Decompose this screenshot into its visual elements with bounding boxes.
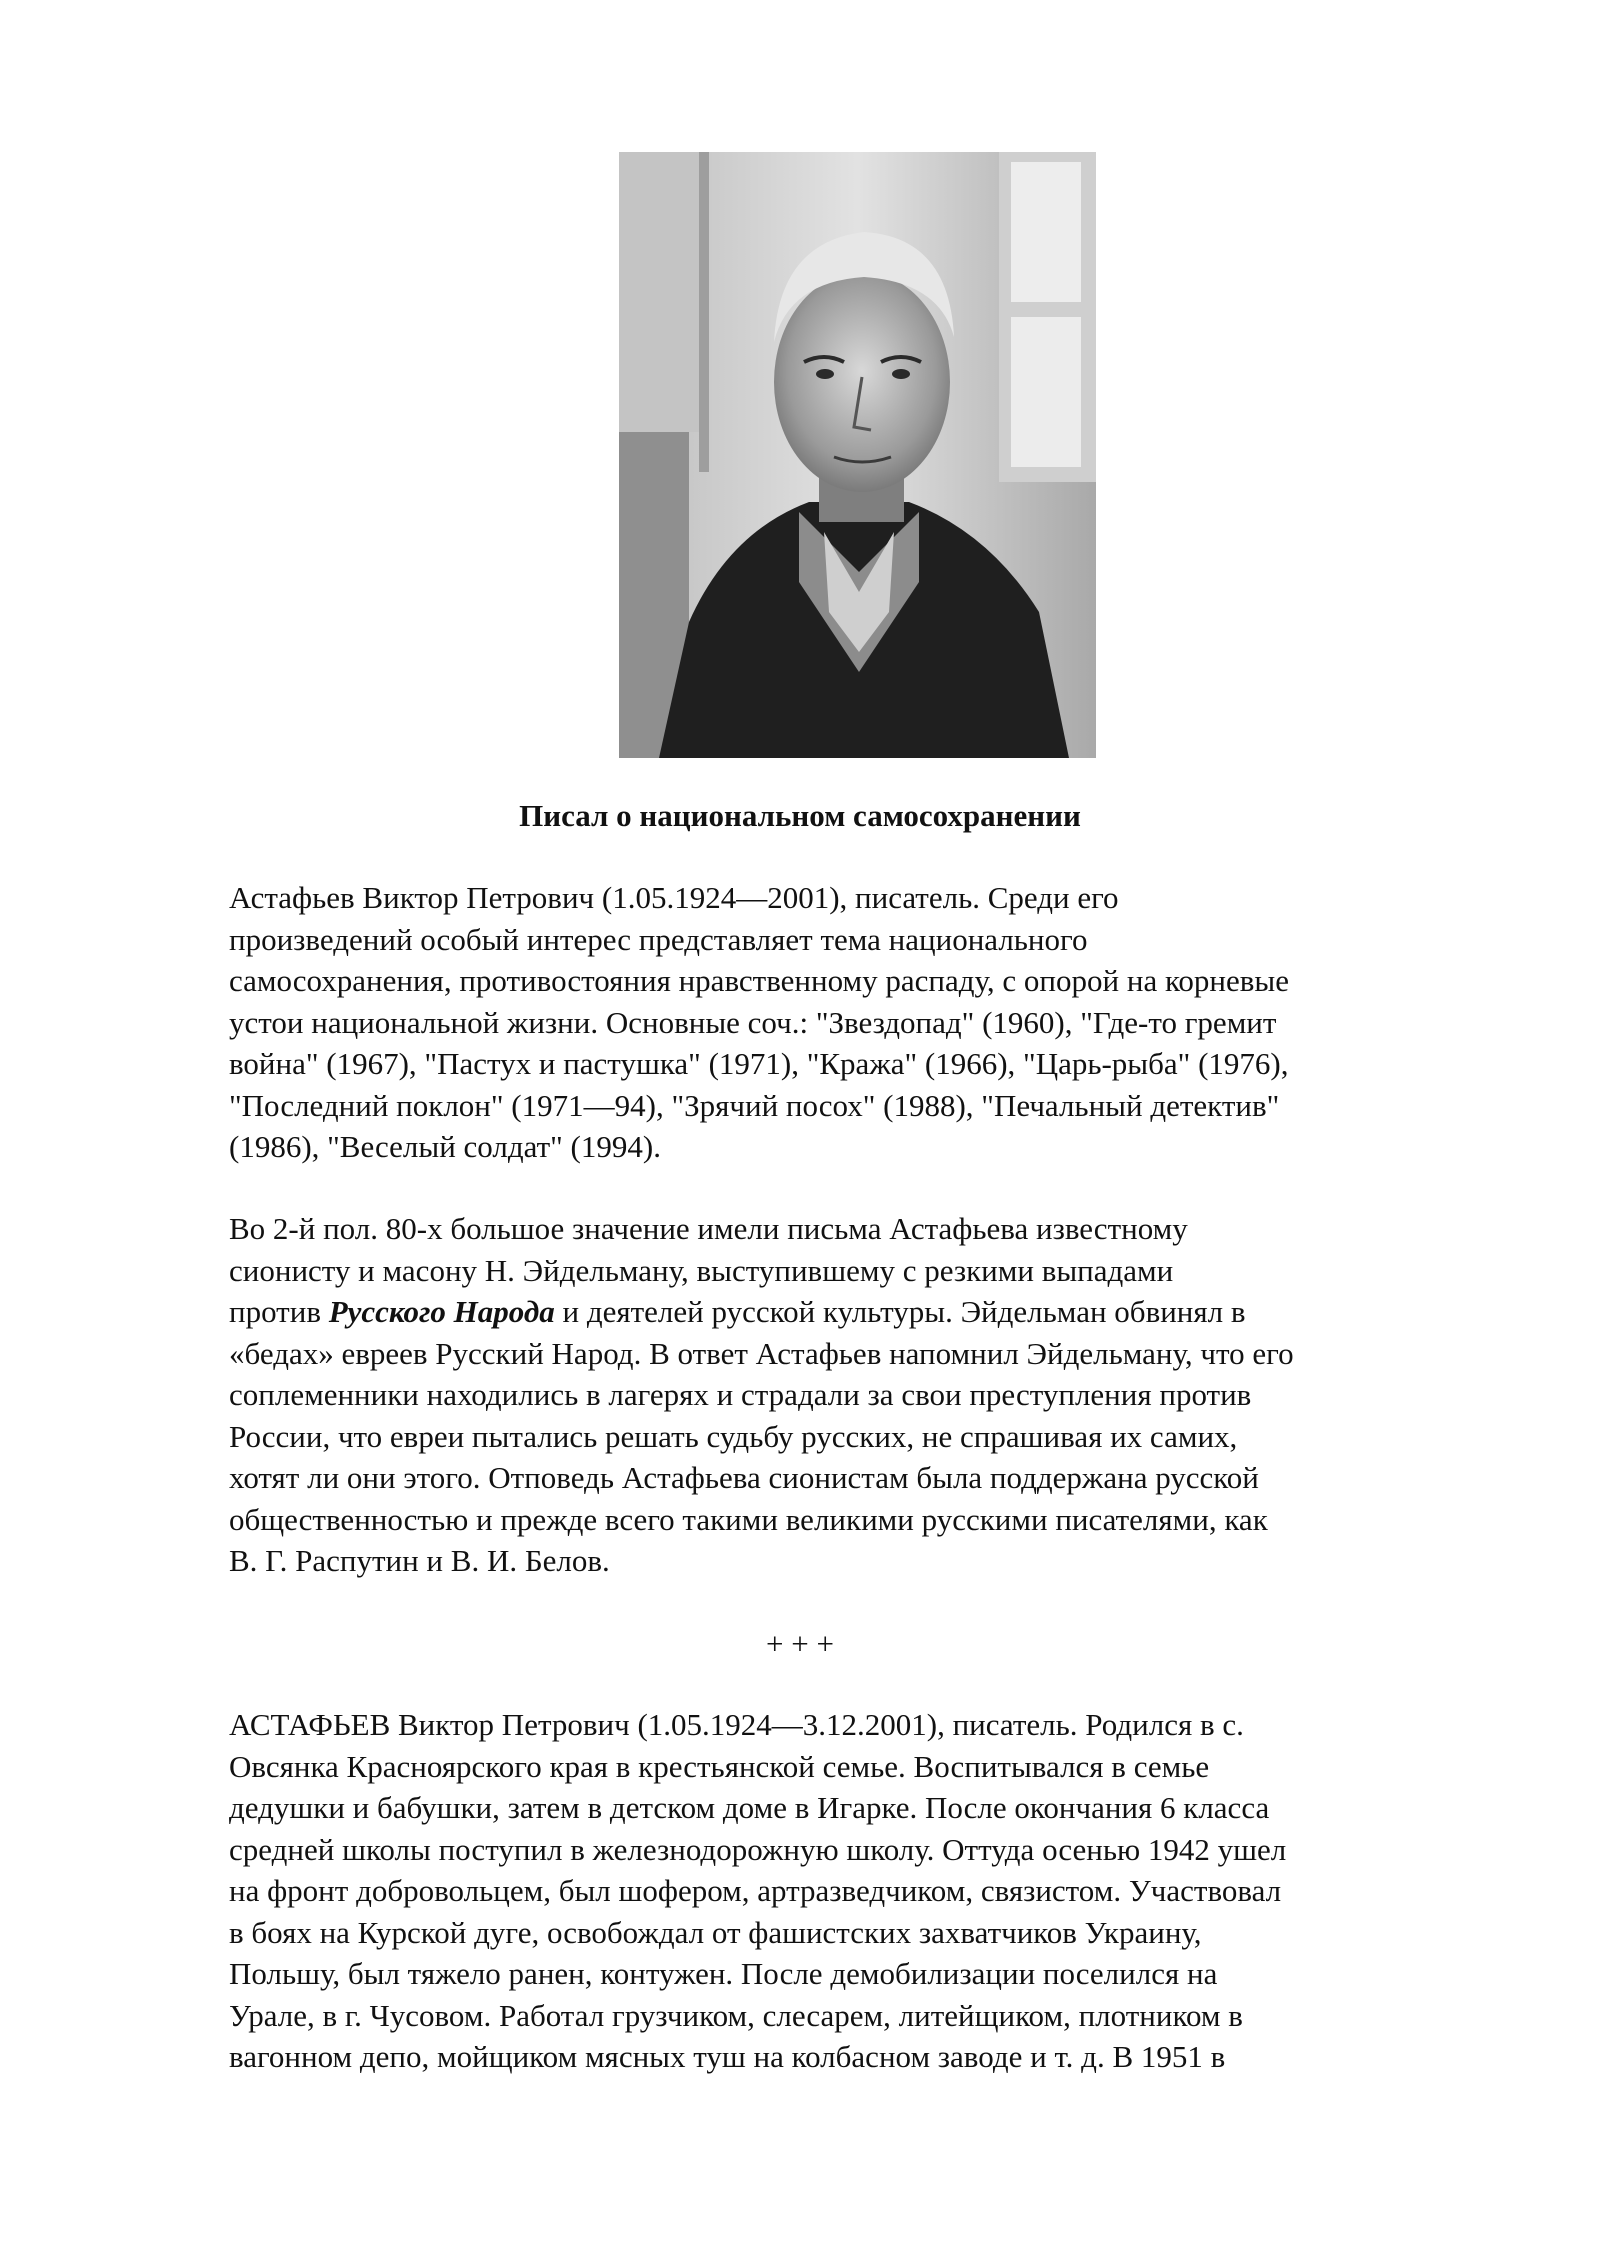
text-segment: и деятелей русской культуры. Эйдельман обвинял в [554,1294,1246,1329]
text-line: (1986), "Веселый солдат" (1994). [229,1129,661,1164]
portrait-photo [619,152,1096,758]
text-line: война" (1967), "Пастух и пастушка" (1971), "Кража" (1966), "Царь-рыба" (1976), [229,1046,1289,1081]
text-line: В. Г. Распутин и В. И. Белов. [229,1543,610,1578]
text-line: средней школы поступил в железнодорожную школу. Оттуда осенью 1942 ушел [229,1831,1287,1867]
text-line: Урале, в г. Чусовом. Работал грузчиком, слесарем, литейщиком, плотником в [229,1997,1243,2033]
text-line: хотят ли они этого. Отповедь Астафьева сионистам была поддержана русской [229,1460,1259,1495]
text-line: Астафьев Виктор Петрович (1.05.1924—2001), писатель. Среди его [229,880,1119,915]
text-line: устои национальной жизни. Основные соч.: "Звездопад" (1960), "Где-то гремит [229,1004,1277,1040]
text-line: Во 2-й пол. 80-х большое значение имели письма Астафьева известному [229,1211,1188,1246]
paragraph-biography [229,1704,1529,2078]
text-line: АСТАФЬЕВ Виктор Петрович (1.05.1924—3.12.2001), писатель. Родился в с. [229,1707,1244,1742]
text-line: произведений особый интерес представляет тема национального [229,921,1088,957]
text-line: России, что евреи пытались решать судьбу русских, не спрашивая их самих, [229,1418,1238,1454]
text-line: общественностью и прежде всего такими великими русскими писателями, как [229,1501,1268,1537]
text-line: "Последний поклон" (1971—94), "Зрячий посох" (1988), "Печальный детектив" [229,1087,1280,1123]
text-segment: против [229,1294,329,1329]
section-separator: + + + [766,1626,834,1661]
text-line: вагонном депо, мойщиком мясных туш на колбасном заводе и т. д. В 1951 в [229,2039,1226,2074]
text-line: соплеменники находились в лагерях и страдали за свои преступления против [229,1377,1252,1412]
text-line: Овсянка Красноярского края в крестьянской семье. Воспитывался в семье [229,1748,1210,1784]
text-line [229,1291,1529,1333]
text-line: «бедах» евреев Русский Народ. В ответ Астафьев напомнил Эйдельману, что его [229,1335,1294,1371]
text-line: на фронт добровольцем, был шофером, артразведчиком, связистом. Участвовал [229,1873,1282,1908]
text-line: самосохранения, противостояния нравственному распаду, с опорой на корневые [229,963,1290,998]
paragraph-letters [229,1208,1529,1582]
text-line: Польшу, был тяжело ранен, контужен. После демобилизации поселился на [229,1956,1218,1991]
text-line: дедушки и бабушки, затем в детском доме в Игарке. После окончания 6 класса [229,1790,1270,1825]
text-line: сионисту и масону Н. Эйдельману, выступившему с резкими выпадами [229,1252,1174,1288]
article-title: Писал о национальном самосохранении [519,798,1081,833]
emphasized-phrase: Русского Народа [328,1294,555,1329]
text-line: в боях на Курской дуге, освобождал от фашистских захватчиков Украину, [229,1914,1202,1950]
portrait-photo-icon [619,152,1096,758]
paragraph-summary [229,877,1529,1168]
